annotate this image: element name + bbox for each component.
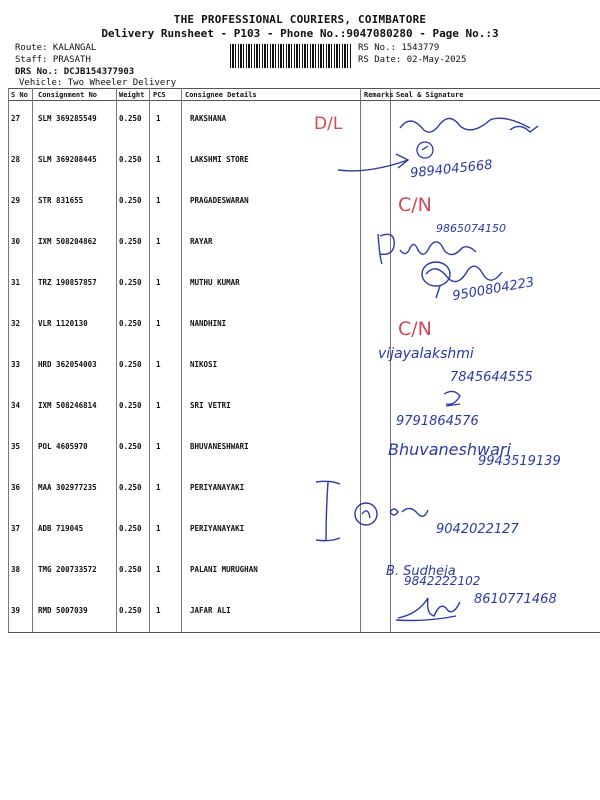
arrow-mark-28 [330, 150, 420, 180]
col-head-signature: Seal & Signature [396, 91, 464, 99]
phone-35: 9943519139 [478, 454, 561, 469]
table-row [8, 305, 600, 346]
weight-cell: 0.250 [119, 401, 142, 410]
consignment-cell: TRZ 190857857 [38, 278, 97, 287]
sno-cell: 30 [11, 237, 21, 246]
remark-cn-32: C/N [398, 318, 432, 340]
pcs-cell: 1 [156, 319, 161, 328]
phone-30: 9865074150 [436, 222, 506, 235]
pcs-cell: 1 [156, 237, 161, 246]
consignee-cell: BHUVANESHWARI [190, 442, 249, 451]
weight-cell: 0.250 [119, 155, 142, 164]
table-row [8, 182, 600, 223]
weight-cell: 0.250 [119, 606, 142, 615]
consignment-cell: SLM 369285549 [38, 114, 97, 123]
consignment-cell: VLR 1120130 [38, 319, 88, 328]
pcs-cell: 1 [156, 278, 161, 287]
weight-cell: 0.250 [119, 237, 142, 246]
table-row [8, 469, 600, 510]
weight-cell: 0.250 [119, 442, 142, 451]
signature-39 [392, 594, 472, 628]
phone-39: 8610771468 [474, 592, 557, 607]
phone-38: 9842222102 [404, 574, 481, 588]
sno-cell: 28 [11, 155, 21, 164]
drs-number: DRS No.: DCJB154377903 [15, 67, 135, 77]
route-label: Route: KALANGAL [15, 43, 97, 53]
consignment-cell: ADB 719045 [38, 524, 84, 533]
consignee-cell: LAKSHMI STORE [190, 155, 249, 164]
consignee-cell: JAFAR ALI [190, 606, 231, 615]
phone-37: 9042022127 [436, 522, 519, 537]
col-head-consignee: Consignee Details [185, 91, 257, 99]
weight-cell: 0.250 [119, 278, 142, 287]
runsheet-table [8, 88, 600, 636]
pcs-cell: 1 [156, 360, 161, 369]
consignment-cell: SLM 369208445 [38, 155, 97, 164]
remark-delivered: D/L [314, 114, 343, 134]
signature-27 [380, 110, 560, 146]
sno-cell: 36 [11, 483, 21, 492]
weight-cell: 0.250 [119, 114, 142, 123]
consignment-cell: RMD 5007039 [38, 606, 88, 615]
consignment-cell: POL 4605970 [38, 442, 88, 451]
sno-cell: 31 [11, 278, 21, 287]
vehicle-label: Vehicle: Two Wheeler Delivery [19, 78, 177, 88]
weight-cell: 0.250 [119, 524, 142, 533]
pcs-cell: 1 [156, 196, 161, 205]
phone-34: 9791864576 [396, 414, 479, 429]
consignee-cell: SRI VETRI [190, 401, 231, 410]
phone-28: 9894045668 [409, 157, 494, 182]
consignment-cell: MAA 302977235 [38, 483, 97, 492]
table-row [8, 141, 600, 182]
name-35: Bhuvaneshwari [388, 440, 511, 459]
staff-label: Staff: PRASATH [15, 55, 91, 65]
sno-cell: 33 [11, 360, 21, 369]
consignment-cell: TMG 200733572 [38, 565, 97, 574]
consignee-cell: RAKSHANA [190, 114, 227, 123]
pcs-cell: 1 [156, 401, 161, 410]
sno-cell: 29 [11, 196, 21, 205]
signature-34 [440, 388, 466, 410]
sno-cell: 27 [11, 114, 21, 123]
company-title: THE PROFESSIONAL COURIERS, COIMBATORE [173, 13, 427, 26]
col-head-consignment: Consignment No [38, 91, 98, 99]
rs-date: RS Date: 02-May-2025 [358, 55, 467, 65]
sno-cell: 38 [11, 565, 21, 574]
pcs-cell: 1 [156, 565, 161, 574]
consignment-cell: IXM 508246814 [38, 401, 97, 410]
col-head-remarks: Remarks [364, 91, 394, 99]
sno-cell: 34 [11, 401, 21, 410]
weight-cell: 0.250 [119, 360, 142, 369]
pcs-cell: 1 [156, 483, 161, 492]
sno-cell: 32 [11, 319, 21, 328]
name-38: B. Sudheja [386, 564, 456, 579]
pcs-cell: 1 [156, 442, 161, 451]
signature-28 [412, 138, 442, 164]
col-head-weight: Weight [119, 91, 145, 99]
sno-cell: 35 [11, 442, 21, 451]
sno-cell: 37 [11, 524, 21, 533]
bracket-mark-36-37 [310, 478, 350, 548]
consignee-cell: NANDHINI [190, 319, 227, 328]
remark-cn-29: C/N [398, 194, 432, 216]
consignment-cell: IXM 508204862 [38, 237, 97, 246]
consignment-cell: STR 831655 [38, 196, 84, 205]
consignee-cell: MUTHU KUMAR [190, 278, 240, 287]
weight-cell: 0.250 [119, 319, 142, 328]
weight-cell: 0.250 [119, 483, 142, 492]
pcs-cell: 1 [156, 114, 161, 123]
name-33: vijayalakshmi [378, 346, 474, 362]
sno-cell: 39 [11, 606, 21, 615]
consignment-cell: HRD 362054003 [38, 360, 97, 369]
runsheet-subtitle: Delivery Runsheet - P103 - Phone No.:9047080280 - Page No.:3 [101, 27, 499, 40]
consignee-cell: PALANI MURUGHAN [190, 565, 258, 574]
phone-33: 7845644555 [450, 370, 533, 385]
signature-37 [350, 498, 430, 532]
barcode [230, 44, 352, 68]
consignee-cell: PERIYANAYAKI [190, 483, 245, 492]
pcs-cell: 1 [156, 524, 161, 533]
consignee-cell: NIKOSI [190, 360, 218, 369]
col-head-pcs: PCS [153, 91, 166, 99]
consignee-cell: PERIYANAYAKI [190, 524, 245, 533]
consignee-cell: RAYAR [190, 237, 213, 246]
weight-cell: 0.250 [119, 565, 142, 574]
consignee-cell: PRAGADESWARAN [190, 196, 249, 205]
weight-cell: 0.250 [119, 196, 142, 205]
phone-31: 9500804223 [451, 274, 536, 305]
col-head-sno: S No [11, 91, 28, 99]
table-row [8, 387, 600, 428]
pcs-cell: 1 [156, 606, 161, 615]
table-row [8, 223, 600, 264]
table-row [8, 551, 600, 592]
pcs-cell: 1 [156, 155, 161, 164]
rs-number: RS No.: 1543779 [358, 43, 440, 53]
